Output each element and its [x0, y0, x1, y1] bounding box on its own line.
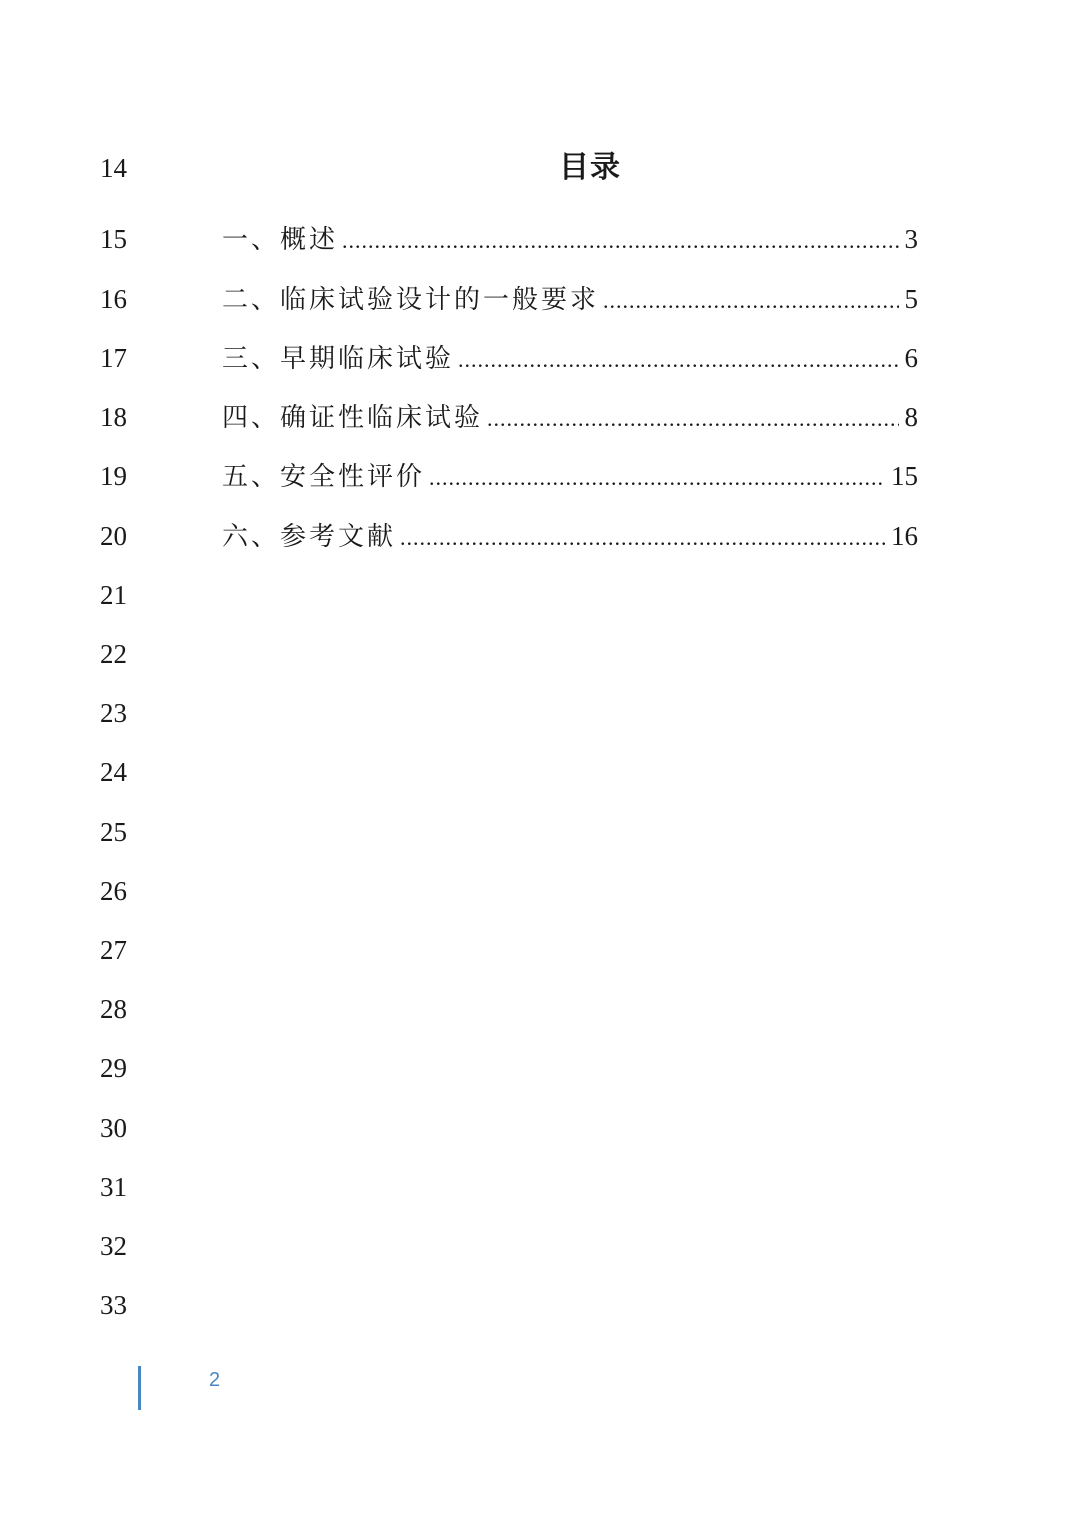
line-number: 27: [100, 935, 127, 965]
line-number: 17: [100, 343, 127, 373]
line-number: 21: [100, 580, 127, 610]
toc-leader-dots: [342, 225, 898, 257]
line-number: 31: [100, 1172, 127, 1202]
footer-accent-bar: [138, 1366, 141, 1410]
toc-leader-dots: [429, 462, 885, 494]
toc-entry-page: 16: [891, 521, 918, 551]
toc-entry-label: 四、确证性临床试验: [222, 403, 484, 433]
toc-entry-page: 5: [904, 284, 918, 314]
line-number: 22: [100, 639, 127, 669]
toc-entry[interactable]: [222, 342, 918, 376]
toc-entry-label: 三、早期临床试验: [222, 344, 455, 374]
toc-entry[interactable]: [222, 401, 918, 435]
toc-leader-dots: [458, 344, 898, 376]
line-number: 20: [100, 521, 127, 551]
toc-entry[interactable]: [222, 283, 918, 317]
toc-leader-dots: [487, 403, 898, 435]
line-number: 19: [100, 461, 127, 491]
line-number: 24: [100, 757, 127, 787]
line-number: 33: [100, 1290, 127, 1320]
line-number: 29: [100, 1053, 127, 1083]
line-number: 28: [100, 994, 127, 1024]
line-number: 32: [100, 1231, 127, 1261]
toc-entry-label: 六、参考文献: [222, 522, 397, 552]
line-number: 18: [100, 402, 127, 432]
toc-entry[interactable]: [222, 223, 918, 257]
toc-entry-page: 6: [904, 343, 918, 373]
toc-title: 目录: [559, 150, 621, 185]
line-number: 14: [100, 153, 127, 183]
toc-entry[interactable]: [222, 460, 918, 494]
toc-entry-label: 一、概述: [222, 225, 339, 255]
toc-leader-dots: [400, 522, 885, 554]
toc-entry-label: 五、安全性评价: [222, 462, 426, 492]
line-number: 16: [100, 284, 127, 314]
toc-entry-label: 二、临床试验设计的一般要求: [222, 285, 600, 315]
line-number: 15: [100, 224, 127, 254]
toc-entry-page: 3: [904, 224, 918, 254]
toc-leader-dots: [603, 285, 898, 317]
toc-entry[interactable]: [222, 520, 918, 554]
line-number: 26: [100, 876, 127, 906]
footer-page-number: 2: [209, 1369, 221, 1391]
line-number: 25: [100, 817, 127, 847]
line-number: 23: [100, 698, 127, 728]
toc-entry-page: 8: [904, 402, 918, 432]
line-number-gutter: [0, 0, 180, 1527]
line-number: 30: [100, 1113, 127, 1143]
toc-entry-page: 15: [891, 461, 918, 491]
